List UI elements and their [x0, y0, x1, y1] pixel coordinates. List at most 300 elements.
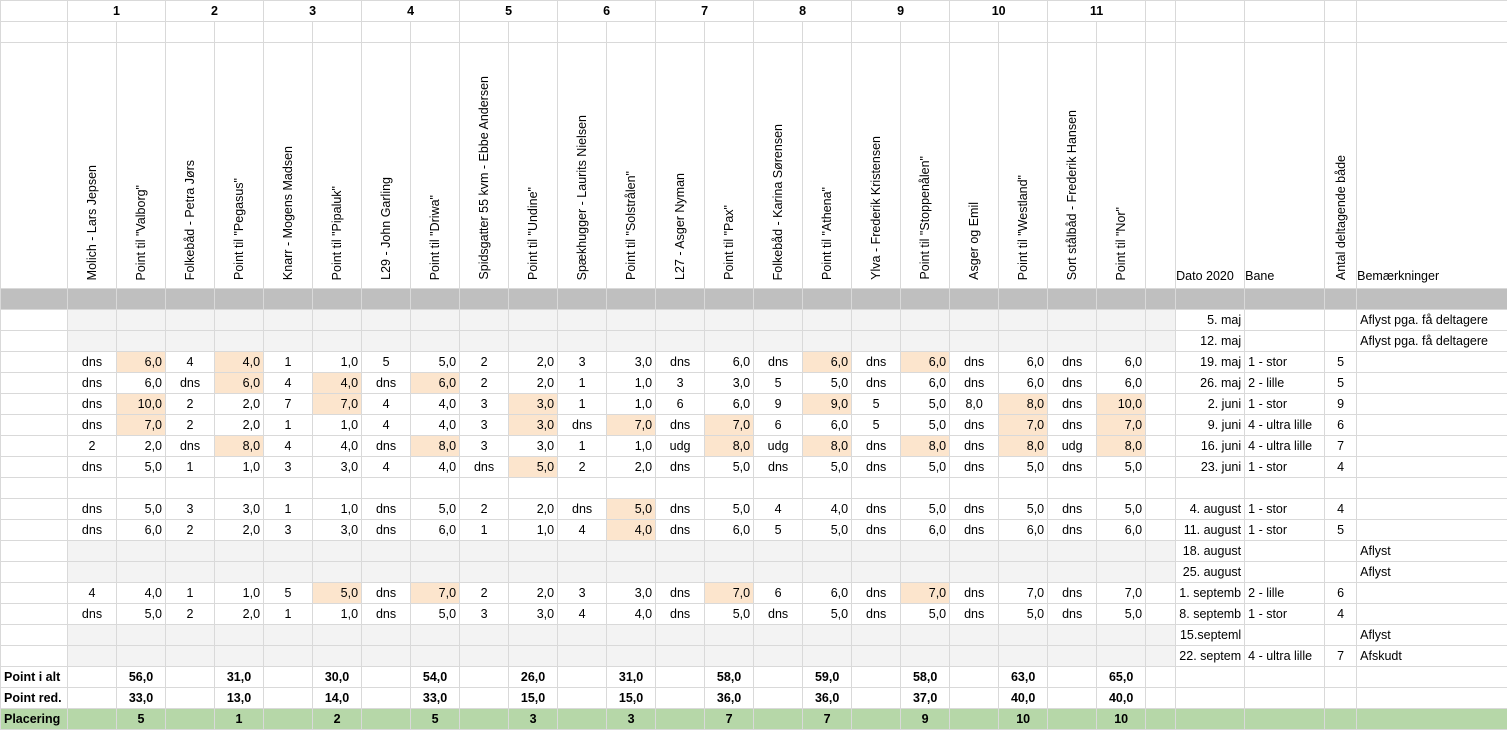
- totals-value[interactable]: 31,0: [607, 667, 656, 688]
- cell[interactable]: [558, 709, 607, 730]
- point-cell[interactable]: 5,0: [411, 352, 460, 373]
- place-cell[interactable]: dns: [656, 583, 705, 604]
- place-cell[interactable]: [460, 625, 509, 646]
- place-cell[interactable]: [558, 310, 607, 331]
- place-cell[interactable]: [166, 562, 215, 583]
- place-cell[interactable]: [68, 562, 117, 583]
- point-cell[interactable]: 5,0: [705, 499, 754, 520]
- place-cell[interactable]: 1: [558, 373, 607, 394]
- cell[interactable]: [754, 667, 803, 688]
- cell[interactable]: [1357, 709, 1507, 730]
- cell[interactable]: [852, 667, 901, 688]
- place-cell[interactable]: [558, 625, 607, 646]
- place-cell[interactable]: udg: [656, 436, 705, 457]
- place-cell[interactable]: udg: [1048, 436, 1097, 457]
- place-cell[interactable]: dns: [656, 457, 705, 478]
- place-cell[interactable]: 3: [558, 583, 607, 604]
- place-cell[interactable]: 5: [264, 583, 313, 604]
- point-cell[interactable]: 5,0: [705, 604, 754, 625]
- point-cell[interactable]: [215, 541, 264, 562]
- cell[interactable]: [1146, 394, 1176, 415]
- place-cell[interactable]: 1: [264, 604, 313, 625]
- point-cell[interactable]: 3,0: [509, 415, 558, 436]
- cell[interactable]: [215, 289, 264, 310]
- point-cell[interactable]: 8,0: [999, 394, 1048, 415]
- point-cell[interactable]: [705, 331, 754, 352]
- place-cell[interactable]: 5: [754, 373, 803, 394]
- placering-value[interactable]: 10: [1097, 709, 1146, 730]
- date-cell[interactable]: 18. august: [1176, 541, 1245, 562]
- point-cell[interactable]: 3,0: [313, 457, 362, 478]
- point-cell[interactable]: 8,0: [705, 436, 754, 457]
- point-cell[interactable]: 4,0: [117, 583, 166, 604]
- place-cell[interactable]: 1: [558, 394, 607, 415]
- place-cell[interactable]: dns: [1048, 604, 1097, 625]
- totals-value[interactable]: 65,0: [1097, 667, 1146, 688]
- place-cell[interactable]: [264, 562, 313, 583]
- place-cell[interactable]: dns: [1048, 457, 1097, 478]
- place-cell[interactable]: dns: [950, 583, 999, 604]
- point-cell[interactable]: [803, 310, 852, 331]
- totals-value[interactable]: 56,0: [117, 667, 166, 688]
- point-cell[interactable]: 4,0: [313, 373, 362, 394]
- point-cell[interactable]: [313, 310, 362, 331]
- cell[interactable]: [754, 709, 803, 730]
- column-header[interactable]: [754, 43, 803, 289]
- point-cell[interactable]: [1097, 541, 1146, 562]
- place-cell[interactable]: 4: [362, 457, 411, 478]
- place-cell[interactable]: dns: [362, 373, 411, 394]
- point-cell[interactable]: [999, 331, 1048, 352]
- cell[interactable]: [1, 562, 68, 583]
- place-cell[interactable]: dns: [68, 415, 117, 436]
- count-cell[interactable]: 6: [1325, 583, 1357, 604]
- place-cell[interactable]: [852, 562, 901, 583]
- point-cell[interactable]: 8,0: [411, 436, 460, 457]
- boat-number[interactable]: 3: [264, 1, 362, 22]
- place-cell[interactable]: dns: [558, 499, 607, 520]
- point-cell[interactable]: 5,0: [803, 457, 852, 478]
- place-cell[interactable]: [852, 331, 901, 352]
- date-cell[interactable]: 4. august: [1176, 499, 1245, 520]
- point-cell[interactable]: 10,0: [1097, 394, 1146, 415]
- cell[interactable]: [1325, 667, 1357, 688]
- cell[interactable]: [362, 709, 411, 730]
- note-cell[interactable]: Aflyst pga. få deltagere: [1357, 331, 1507, 352]
- cell[interactable]: [852, 688, 901, 709]
- date-cell[interactable]: 15.septeml: [1176, 625, 1245, 646]
- point-cell[interactable]: 3,0: [313, 520, 362, 541]
- count-cell[interactable]: [1325, 310, 1357, 331]
- point-cell[interactable]: 6,0: [117, 373, 166, 394]
- course-cell[interactable]: [1245, 310, 1325, 331]
- point-cell[interactable]: 2,0: [215, 394, 264, 415]
- cell[interactable]: [1146, 457, 1176, 478]
- cell[interactable]: [1146, 352, 1176, 373]
- place-cell[interactable]: [166, 310, 215, 331]
- point-cell[interactable]: 5,0: [901, 415, 950, 436]
- point-cell[interactable]: 3,0: [705, 373, 754, 394]
- cell[interactable]: [901, 22, 950, 43]
- place-cell[interactable]: dns: [362, 520, 411, 541]
- point-cell[interactable]: 2,0: [215, 604, 264, 625]
- place-cell[interactable]: [264, 646, 313, 667]
- count-cell[interactable]: 7: [1325, 436, 1357, 457]
- place-cell[interactable]: 2: [68, 436, 117, 457]
- cell[interactable]: [803, 289, 852, 310]
- place-cell[interactable]: dns: [852, 583, 901, 604]
- point-cell[interactable]: [313, 625, 362, 646]
- cell[interactable]: [460, 667, 509, 688]
- course-cell[interactable]: 1 - stor: [1245, 457, 1325, 478]
- point-cell[interactable]: 7,0: [1097, 583, 1146, 604]
- cell[interactable]: [1176, 289, 1245, 310]
- point-cell[interactable]: [117, 310, 166, 331]
- count-cell[interactable]: 4: [1325, 499, 1357, 520]
- cell[interactable]: [1097, 22, 1146, 43]
- point-cell[interactable]: 5,0: [411, 604, 460, 625]
- cell[interactable]: [1, 457, 68, 478]
- place-cell[interactable]: [1048, 478, 1097, 499]
- course-cell[interactable]: 4 - ultra lille: [1245, 646, 1325, 667]
- place-cell[interactable]: [460, 646, 509, 667]
- date-cell[interactable]: 19. maj: [1176, 352, 1245, 373]
- place-cell[interactable]: dns: [852, 373, 901, 394]
- place-cell[interactable]: dns: [1048, 373, 1097, 394]
- totals-label[interactable]: Point i alt: [1, 667, 68, 688]
- place-cell[interactable]: dns: [362, 499, 411, 520]
- cell[interactable]: [1325, 289, 1357, 310]
- cell[interactable]: [1, 604, 68, 625]
- place-cell[interactable]: [362, 541, 411, 562]
- point-cell[interactable]: [705, 478, 754, 499]
- column-header[interactable]: [999, 43, 1048, 289]
- point-cell[interactable]: 7,0: [1097, 415, 1146, 436]
- place-cell[interactable]: 4: [68, 583, 117, 604]
- cell[interactable]: [656, 709, 705, 730]
- point-cell[interactable]: 7,0: [901, 583, 950, 604]
- course-cell[interactable]: 1 - stor: [1245, 499, 1325, 520]
- notes-header[interactable]: Bemærkninger: [1357, 43, 1507, 289]
- cell[interactable]: [1, 289, 68, 310]
- place-cell[interactable]: [166, 625, 215, 646]
- cell[interactable]: [1176, 1, 1245, 22]
- reduced-value[interactable]: 15,0: [607, 688, 656, 709]
- place-cell[interactable]: dns: [68, 604, 117, 625]
- column-header[interactable]: [215, 43, 264, 289]
- cell[interactable]: [117, 22, 166, 43]
- point-cell[interactable]: 5,0: [117, 457, 166, 478]
- place-cell[interactable]: [754, 310, 803, 331]
- point-cell[interactable]: 10,0: [117, 394, 166, 415]
- point-cell[interactable]: 5,0: [999, 604, 1048, 625]
- place-cell[interactable]: [362, 331, 411, 352]
- place-cell[interactable]: dns: [754, 352, 803, 373]
- column-header[interactable]: [1048, 43, 1097, 289]
- cell[interactable]: [1, 394, 68, 415]
- place-cell[interactable]: 4: [264, 436, 313, 457]
- note-cell[interactable]: [1357, 499, 1507, 520]
- reduced-value[interactable]: 36,0: [803, 688, 852, 709]
- column-header[interactable]: [460, 43, 509, 289]
- place-cell[interactable]: [950, 310, 999, 331]
- cell[interactable]: [264, 289, 313, 310]
- note-cell[interactable]: [1357, 457, 1507, 478]
- point-cell[interactable]: 6,0: [901, 520, 950, 541]
- place-cell[interactable]: 1: [264, 415, 313, 436]
- point-cell[interactable]: [607, 541, 656, 562]
- cell[interactable]: [411, 289, 460, 310]
- place-cell[interactable]: [460, 331, 509, 352]
- cell[interactable]: [1325, 709, 1357, 730]
- date-cell[interactable]: 5. maj: [1176, 310, 1245, 331]
- place-cell[interactable]: 1: [264, 352, 313, 373]
- point-cell[interactable]: [999, 310, 1048, 331]
- place-cell[interactable]: 2: [460, 373, 509, 394]
- point-cell[interactable]: [313, 562, 362, 583]
- place-cell[interactable]: 2: [460, 583, 509, 604]
- cell[interactable]: [1176, 667, 1245, 688]
- cell[interactable]: [362, 688, 411, 709]
- course-cell[interactable]: 2 - lille: [1245, 583, 1325, 604]
- point-cell[interactable]: 1,0: [607, 373, 656, 394]
- course-cell[interactable]: [1245, 331, 1325, 352]
- place-cell[interactable]: [950, 625, 999, 646]
- reduced-label[interactable]: Point red.: [1, 688, 68, 709]
- point-cell[interactable]: [803, 646, 852, 667]
- count-cell[interactable]: [1325, 562, 1357, 583]
- reduced-value[interactable]: 33,0: [411, 688, 460, 709]
- cell[interactable]: [264, 22, 313, 43]
- column-header[interactable]: [166, 43, 215, 289]
- place-cell[interactable]: 3: [558, 352, 607, 373]
- course-cell[interactable]: 1 - stor: [1245, 394, 1325, 415]
- course-cell[interactable]: [1245, 541, 1325, 562]
- cell[interactable]: [558, 22, 607, 43]
- place-cell[interactable]: 4: [558, 604, 607, 625]
- place-cell[interactable]: 3: [460, 415, 509, 436]
- column-header[interactable]: [362, 43, 411, 289]
- reduced-value[interactable]: 15,0: [509, 688, 558, 709]
- point-cell[interactable]: [999, 478, 1048, 499]
- cell[interactable]: [68, 289, 117, 310]
- place-cell[interactable]: [460, 541, 509, 562]
- point-cell[interactable]: 3,0: [607, 352, 656, 373]
- course-cell[interactable]: 4 - ultra lille: [1245, 436, 1325, 457]
- cell[interactable]: [1048, 289, 1097, 310]
- cell[interactable]: [1245, 667, 1325, 688]
- cell[interactable]: [1146, 625, 1176, 646]
- count-cell[interactable]: 5: [1325, 352, 1357, 373]
- column-header[interactable]: [411, 43, 460, 289]
- point-cell[interactable]: [607, 646, 656, 667]
- place-cell[interactable]: [754, 625, 803, 646]
- cell[interactable]: [1146, 478, 1176, 499]
- place-cell[interactable]: dns: [1048, 352, 1097, 373]
- place-cell[interactable]: [1048, 541, 1097, 562]
- point-cell[interactable]: 5,0: [607, 499, 656, 520]
- point-cell[interactable]: [117, 331, 166, 352]
- place-cell[interactable]: dns: [950, 604, 999, 625]
- cell[interactable]: [1, 310, 68, 331]
- cell[interactable]: [460, 22, 509, 43]
- cell[interactable]: [656, 688, 705, 709]
- place-cell[interactable]: dns: [166, 373, 215, 394]
- point-cell[interactable]: [1097, 562, 1146, 583]
- count-cell[interactable]: [1325, 541, 1357, 562]
- place-cell[interactable]: [166, 478, 215, 499]
- point-cell[interactable]: [411, 331, 460, 352]
- place-cell[interactable]: 1: [166, 583, 215, 604]
- place-cell[interactable]: dns: [362, 604, 411, 625]
- place-cell[interactable]: dns: [656, 499, 705, 520]
- point-cell[interactable]: 7,0: [313, 394, 362, 415]
- place-cell[interactable]: 7: [264, 394, 313, 415]
- point-cell[interactable]: 6,0: [999, 373, 1048, 394]
- point-cell[interactable]: [705, 562, 754, 583]
- point-cell[interactable]: 5,0: [803, 604, 852, 625]
- place-cell[interactable]: [656, 562, 705, 583]
- cell[interactable]: [1357, 1, 1507, 22]
- cell[interactable]: [1146, 709, 1176, 730]
- point-cell[interactable]: 1,0: [313, 604, 362, 625]
- cell[interactable]: [558, 688, 607, 709]
- point-cell[interactable]: 8,0: [215, 436, 264, 457]
- boat-number[interactable]: 6: [558, 1, 656, 22]
- place-cell[interactable]: dns: [166, 436, 215, 457]
- place-cell[interactable]: 3: [460, 604, 509, 625]
- point-cell[interactable]: 6,0: [803, 352, 852, 373]
- point-cell[interactable]: 1,0: [215, 583, 264, 604]
- cell[interactable]: [1146, 331, 1176, 352]
- reduced-value[interactable]: 36,0: [705, 688, 754, 709]
- cell[interactable]: [1176, 22, 1245, 43]
- point-cell[interactable]: [509, 562, 558, 583]
- boat-number[interactable]: 7: [656, 1, 754, 22]
- place-cell[interactable]: dns: [852, 457, 901, 478]
- place-cell[interactable]: dns: [68, 394, 117, 415]
- place-cell[interactable]: dns: [852, 520, 901, 541]
- point-cell[interactable]: [411, 478, 460, 499]
- place-cell[interactable]: [950, 478, 999, 499]
- point-cell[interactable]: 6,0: [1097, 373, 1146, 394]
- point-cell[interactable]: [1097, 625, 1146, 646]
- place-cell[interactable]: [362, 646, 411, 667]
- point-cell[interactable]: 6,0: [117, 520, 166, 541]
- cell[interactable]: [1325, 688, 1357, 709]
- place-cell[interactable]: 2: [460, 499, 509, 520]
- cell[interactable]: [1, 436, 68, 457]
- cell[interactable]: [1146, 562, 1176, 583]
- point-cell[interactable]: [215, 562, 264, 583]
- place-cell[interactable]: [68, 646, 117, 667]
- cell[interactable]: [1048, 667, 1097, 688]
- cell[interactable]: [1325, 22, 1357, 43]
- cell[interactable]: [1146, 22, 1176, 43]
- cell[interactable]: [1048, 688, 1097, 709]
- point-cell[interactable]: [705, 625, 754, 646]
- point-cell[interactable]: 6,0: [1097, 520, 1146, 541]
- note-cell[interactable]: [1357, 478, 1507, 499]
- place-cell[interactable]: [264, 310, 313, 331]
- cell[interactable]: [460, 688, 509, 709]
- date-cell[interactable]: 16. juni: [1176, 436, 1245, 457]
- point-cell[interactable]: 5,0: [901, 604, 950, 625]
- point-cell[interactable]: [705, 541, 754, 562]
- cell[interactable]: [1245, 22, 1325, 43]
- place-cell[interactable]: [362, 310, 411, 331]
- place-cell[interactable]: [68, 541, 117, 562]
- totals-value[interactable]: 59,0: [803, 667, 852, 688]
- place-cell[interactable]: [558, 541, 607, 562]
- place-cell[interactable]: dns: [1048, 520, 1097, 541]
- cell[interactable]: [313, 22, 362, 43]
- point-cell[interactable]: [803, 625, 852, 646]
- place-cell[interactable]: 9: [754, 394, 803, 415]
- point-cell[interactable]: 5,0: [999, 499, 1048, 520]
- point-cell[interactable]: [215, 478, 264, 499]
- point-cell[interactable]: [509, 625, 558, 646]
- place-cell[interactable]: dns: [362, 583, 411, 604]
- place-cell[interactable]: [754, 541, 803, 562]
- cell[interactable]: [705, 22, 754, 43]
- cell[interactable]: [68, 667, 117, 688]
- place-cell[interactable]: 6: [754, 415, 803, 436]
- cell[interactable]: [999, 22, 1048, 43]
- point-cell[interactable]: 4,0: [803, 499, 852, 520]
- cell[interactable]: [1, 331, 68, 352]
- place-cell[interactable]: [264, 541, 313, 562]
- note-cell[interactable]: [1357, 352, 1507, 373]
- point-cell[interactable]: [901, 625, 950, 646]
- point-cell[interactable]: 2,0: [117, 436, 166, 457]
- cell[interactable]: [754, 22, 803, 43]
- note-cell[interactable]: Afskudt: [1357, 646, 1507, 667]
- point-cell[interactable]: [803, 562, 852, 583]
- note-cell[interactable]: Aflyst pga. få deltagere: [1357, 310, 1507, 331]
- point-cell[interactable]: 2,0: [215, 415, 264, 436]
- point-cell[interactable]: [607, 310, 656, 331]
- point-cell[interactable]: 7,0: [411, 583, 460, 604]
- count-cell[interactable]: 4: [1325, 604, 1357, 625]
- cell[interactable]: [950, 709, 999, 730]
- place-cell[interactable]: dns: [1048, 499, 1097, 520]
- point-cell[interactable]: [607, 331, 656, 352]
- point-cell[interactable]: [901, 478, 950, 499]
- cell[interactable]: [754, 289, 803, 310]
- date-cell[interactable]: [1176, 478, 1245, 499]
- point-cell[interactable]: 7,0: [705, 583, 754, 604]
- point-cell[interactable]: 6,0: [901, 373, 950, 394]
- count-cell[interactable]: 5: [1325, 520, 1357, 541]
- cell[interactable]: [68, 709, 117, 730]
- column-header[interactable]: [1097, 43, 1146, 289]
- totals-value[interactable]: 63,0: [999, 667, 1048, 688]
- place-cell[interactable]: dns: [1048, 415, 1097, 436]
- point-cell[interactable]: 4,0: [411, 394, 460, 415]
- reduced-value[interactable]: 13,0: [215, 688, 264, 709]
- date-cell[interactable]: 8. septemb: [1176, 604, 1245, 625]
- column-header[interactable]: [950, 43, 999, 289]
- cell[interactable]: [852, 709, 901, 730]
- point-cell[interactable]: [411, 310, 460, 331]
- place-cell[interactable]: dns: [950, 352, 999, 373]
- point-cell[interactable]: 3,0: [607, 583, 656, 604]
- point-cell[interactable]: 1,0: [607, 394, 656, 415]
- point-cell[interactable]: [901, 646, 950, 667]
- course-cell[interactable]: [1245, 478, 1325, 499]
- cell[interactable]: [1, 352, 68, 373]
